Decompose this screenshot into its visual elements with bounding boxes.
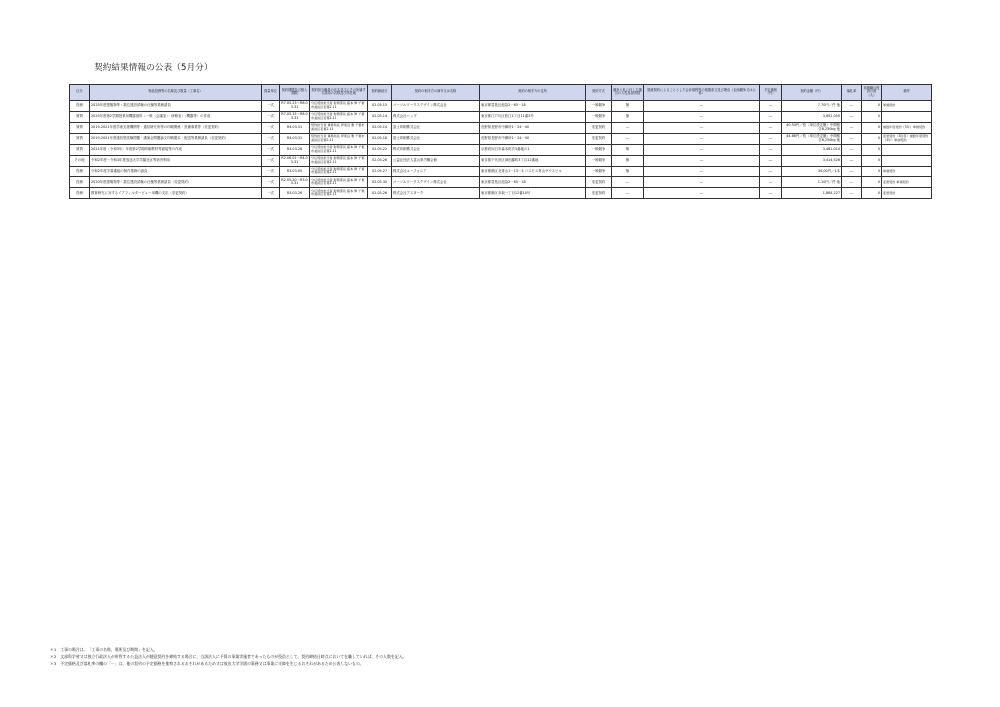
table-cell: 一式 [262,177,280,188]
table-cell: 変更契約 [586,122,612,133]
table-cell: 株式会社ユーフォニア [392,166,480,177]
table-cell: ― [612,122,644,133]
table-cell: ― [842,133,862,144]
table-cell: 変更契約 単価契約 [882,177,932,188]
table-cell: 賃貸 [70,111,90,122]
table-cell: 役務 [70,100,90,111]
table-row [70,100,932,111]
table-row [70,177,932,188]
column-header: 備考 [882,85,932,101]
column-header: 契約の相手方の住所 [480,85,586,101]
column-header: 競争入札に付した場合の入札参加者数 [612,85,644,101]
table-cell: 無 [612,166,644,177]
table-cell: 一般競争 [586,100,612,111]
table-cell: 0 [862,100,882,111]
column-header: 数量単位 [262,85,280,101]
table-cell: ― [612,133,644,144]
table-cell: 2025年度第2学期授業用機器借料（一般（会議室）・研修室）（機器等）の作成 [90,111,262,122]
table-cell: 0 [862,133,882,144]
table-cell: ― [644,144,760,155]
table-header [70,85,932,101]
table-cell: R4.03.31 [280,133,310,144]
table-cell: 1.10円／件 他 [782,177,842,188]
table-cell: 2025年度建築物等・数位建設試験の仕様等業務請負 [90,100,262,111]
column-header: 契約担当職員の氏名並びにその所属する部局の名称及び所在地 [310,85,368,101]
table-header-row [70,85,932,101]
table-cell: 無 [612,155,644,166]
table-cell: パーソルワークスデザイン株式会社 [392,177,480,188]
table-cell: 1,884,227 [782,188,842,199]
table-cell: ― [644,122,760,133]
table-cell: 東京都港区赤坂一丁目12番10号 [480,188,586,199]
table-cell: 3,481,010 [782,144,842,155]
table-cell: 長野県長野市中御所1－24－40 [480,133,586,144]
table-cell: ― [760,166,782,177]
table-cell: ― [644,166,760,177]
column-header: 契約期間及び納入期限 [280,85,310,101]
contract-results-table [69,84,932,199]
table-row [70,133,932,144]
table-cell: 東京都港区北青山1－13－3 コスモス青山サウスビル [480,166,586,177]
table-cell: 一般競争 [586,111,612,122]
table-cell: 02.05.26 [368,155,392,166]
table-cell: 役務 [70,177,90,188]
table-cell: ― [842,100,862,111]
table-cell: 一式 [262,111,280,122]
table-cell: ― [760,133,782,144]
table-cell: 令和2年度字幕番組の制作業務の請負 [90,166,262,177]
table-cell: 令和2年度～令和3年度放送大学学園北区等宿舎利用 [90,155,262,166]
table-cell: ― [842,166,862,177]
table-cell: 変更契約（3回目）複数年度契約（3年）単価契約 [882,133,932,144]
column-header: 予定価格（円） [760,85,782,101]
footnotes [50,646,406,667]
table-cell: 公益社団法人富山県労働会館 [392,155,480,166]
table-cell: 2020年度建築物等・数位建設試験の仕様等業務請負（変更契約） [90,177,262,188]
table-cell: 0 [862,166,882,177]
table-cell: 東京都豊島区池袋2－65－18 [480,177,586,188]
table-cell: 契約担当者 事務局長 伊東良 雅 千葉市美浜区若葉2-11 [310,133,368,144]
table-cell: ― [644,188,760,199]
column-header: 落札率 [842,85,862,101]
table-cell: 株式印刷株式会社 [392,144,480,155]
table-cell: ― [760,100,782,111]
table-cell: ― [842,155,862,166]
table-cell: 02.05.26 [368,188,392,199]
table-row [70,122,932,133]
table-cell: ― [842,177,862,188]
table-cell: ― [760,144,782,155]
table-cell: ― [760,188,782,199]
table-cell: ― [612,188,644,199]
table-cell: 0 [862,177,882,188]
table-cell: 東京都千代田区神田錦町3丁目12番地 [480,155,586,166]
column-header: 区分 [70,85,90,101]
footnote-2: ＊2 文部科学省又は独立行政法人が所管する公益法人が随意契約を締結する場合に、当該法人に予算の事業実施者であったものが役員として、契約締結日時点において在職していれば、その人数を記入。 [50,654,407,659]
table-cell: 一式 [262,155,280,166]
table-cell: 02.05.18 [368,133,392,144]
table-cell: 一般競争 [586,144,612,155]
table-cell: 分任契約担当者 財務部長 藤本 修 千葉市美浜区若葉2-11 [310,177,368,188]
column-header: 契約金額（円） [782,85,842,101]
table-cell: 一式 [262,100,280,111]
table-cell: 東京都江戸川区松江1丁目11番3号 [480,111,586,122]
column-header: 再就職の役員の数（人） [862,85,882,101]
table-cell: 一般競争 [586,155,612,166]
table-cell: R3.03.05 [280,166,310,177]
table-cell: R3.03.26 [280,188,310,199]
table-cell: 賃貸 [70,122,90,133]
table-cell: ― [760,155,782,166]
column-header: 契約締結日 [368,85,392,101]
table-cell: 賃貸 [70,133,90,144]
table-cell: 長野県長野市中御所1－24－40 [480,122,586,133]
table-cell: R7.05.15～R8.03.31 [280,111,310,122]
table-cell: 34.00円／1本 [782,166,842,177]
table-cell: 分任契約担当者 財務部長 藤本 修 千葉市美浜区若葉2-11 [310,100,368,111]
table-cell: 3,652,050 [782,111,842,122]
table-cell: 分任契約担当者 財務部長 藤本 修 千葉市美浜区若葉2-11 [310,155,368,166]
table-cell: 一式 [262,166,280,177]
table-cell: 変更契約 [586,177,612,188]
table-cell: 02.05.14 [368,111,392,122]
table-row [70,144,932,155]
table-cell: 無 [612,144,644,155]
table-cell: 単価契約 [882,100,932,111]
table-cell: 02.05.14 [368,122,392,133]
table-row [70,111,932,122]
table-cell: R4.03.31 [280,122,310,133]
table-cell: 一式 [262,188,280,199]
footnote-3: ＊3 予定価格及び落札率の欄の「－」は、他の契約の予定価格を推察されるおそれがあるため又は放送大学学園の事務又は事業に支障を生じるおそれがあるため公表しないもの。 [50,661,364,666]
table-cell: 分任契約担当者 財務部長 藤本 修 千葉市美浜区若葉2-11 [310,111,368,122]
table-cell: その他 [70,155,90,166]
table-cell: 02.05.30 [368,177,392,188]
table-cell: ― [644,177,760,188]
table-cell: 富士印刷株式会社 [392,122,480,133]
table-row [70,155,932,166]
table-cell: 3,414,526 [782,155,842,166]
table-cell: 京都府向日市森本町法3番地の1 [480,144,586,155]
table-row [70,188,932,199]
table-cell: 無 [612,100,644,111]
table-body [70,100,932,199]
table-cell: 単価契約 [882,166,932,177]
table-cell: 富士印刷株式会社 [392,133,480,144]
table-cell: 02.05.15 [368,100,392,111]
table-cell: 契約担当者 事務局長 伊東良 雅 千葉市美浜区若葉2-11 [310,122,368,133]
table-cell: ― [842,122,862,133]
table-cell: ― [842,144,862,155]
table-row [70,166,932,177]
table-cell: 0 [862,122,882,133]
table-cell: 分任契約担当者 財務部長 藤本 修 千葉市美浜区若葉2-11 [310,188,368,199]
table-cell: 0 [862,111,882,122]
table-cell: 7.70円／件 他 [782,100,842,111]
table-cell: ― [760,111,782,122]
table-cell: 無 [612,111,644,122]
table-cell: 2019-2021年度通信型試験問題・講演会問題論文印刷製本・配送等業務請負（変更契約） [90,133,262,144]
table-cell: ― [842,111,862,122]
table-cell: 2019-2021年度学術支援機関等・通信研究所等の印刷関係・設備事業等（変更契約） [90,122,262,133]
table-cell: 分任契約担当者 財務部長 藤本 修 千葉市美浜区若葉2-11 [310,144,368,155]
table-cell: 0 [862,188,882,199]
table-cell: 一式 [262,133,280,144]
table-cell: 分任契約担当者 財務部長 藤本 修 千葉市美浜区若葉2-11 [310,166,368,177]
table-cell: 0 [862,155,882,166]
table-cell: ― [644,133,760,144]
table-cell: R2.05.20～R3.03.31 [280,177,310,188]
table-cell: 2021年度（令和3年）年度第2学期印刷教材等面接等の作成 [90,144,262,155]
table-cell [882,144,932,155]
table-cell: 一般競争 [586,166,612,177]
column-header: 随意契約によることとした会計規程等の根拠条文及び理由（企画競争又は公募） [644,85,760,101]
table-cell: 変更契約 [586,133,612,144]
table-cell: 一式 [262,122,280,133]
table-cell: R3.03.28 [280,144,310,155]
table-cell [882,155,932,166]
table-cell: ― [760,177,782,188]
table-cell: 複数年度契約（3年）単価契約 [882,122,932,133]
column-header: 契約の相手方の商号又は名称 [392,85,480,101]
table-cell: ― [644,155,760,166]
table-cell: パーソルワークスデザイン株式会社 [392,100,480,111]
table-cell: ― [612,177,644,188]
table-cell: 役務 [70,166,90,177]
table-cell: 賃貸 [70,144,90,155]
table-cell: 変更契約 [586,188,612,199]
table-cell: 株式会社アスターク [392,188,480,199]
table-cell: R7.05.23～R8.03.31 [280,100,310,111]
footnote-1: ＊1 工事の場合は、「工事の名称、場所及び期間」を記入。 [50,647,158,652]
table-cell: 役務 [70,188,90,199]
table-cell: 一式 [262,144,280,155]
table-cell: 東京都豊島区池袋2－65－18 [480,100,586,111]
column-header: 契約方式 [586,85,612,101]
table-cell: 変更契約 [882,188,932,199]
column-header: 物品役務等の名称及び数量（工事名） [90,85,262,101]
table-cell: ― [842,188,862,199]
table-cell: ― [644,100,760,111]
table-cell: 44.66円／枚（単位設定額）中間報告8,250kg 他 [782,133,842,144]
table-cell: 02.05.27 [368,166,392,177]
table-cell: 0 [862,144,882,155]
table-cell [882,111,932,122]
table-cell: 02.05.22 [368,144,392,155]
table-cell: ― [760,122,782,133]
page-title: 契約結果情報の公表（5月分） [94,63,213,73]
table-cell: ― [644,111,760,122]
table-cell: 株式会社ハップ [392,111,480,122]
table-cell: 40.54円／枚（単位設定額）中間報告8,250kg 他 [782,122,842,133]
table-cell: 教育研究に対するイアフィルタービュー用機の支払（変更契約） [90,188,262,199]
table-cell: R2.06.01～R4.03.31 [280,155,310,166]
